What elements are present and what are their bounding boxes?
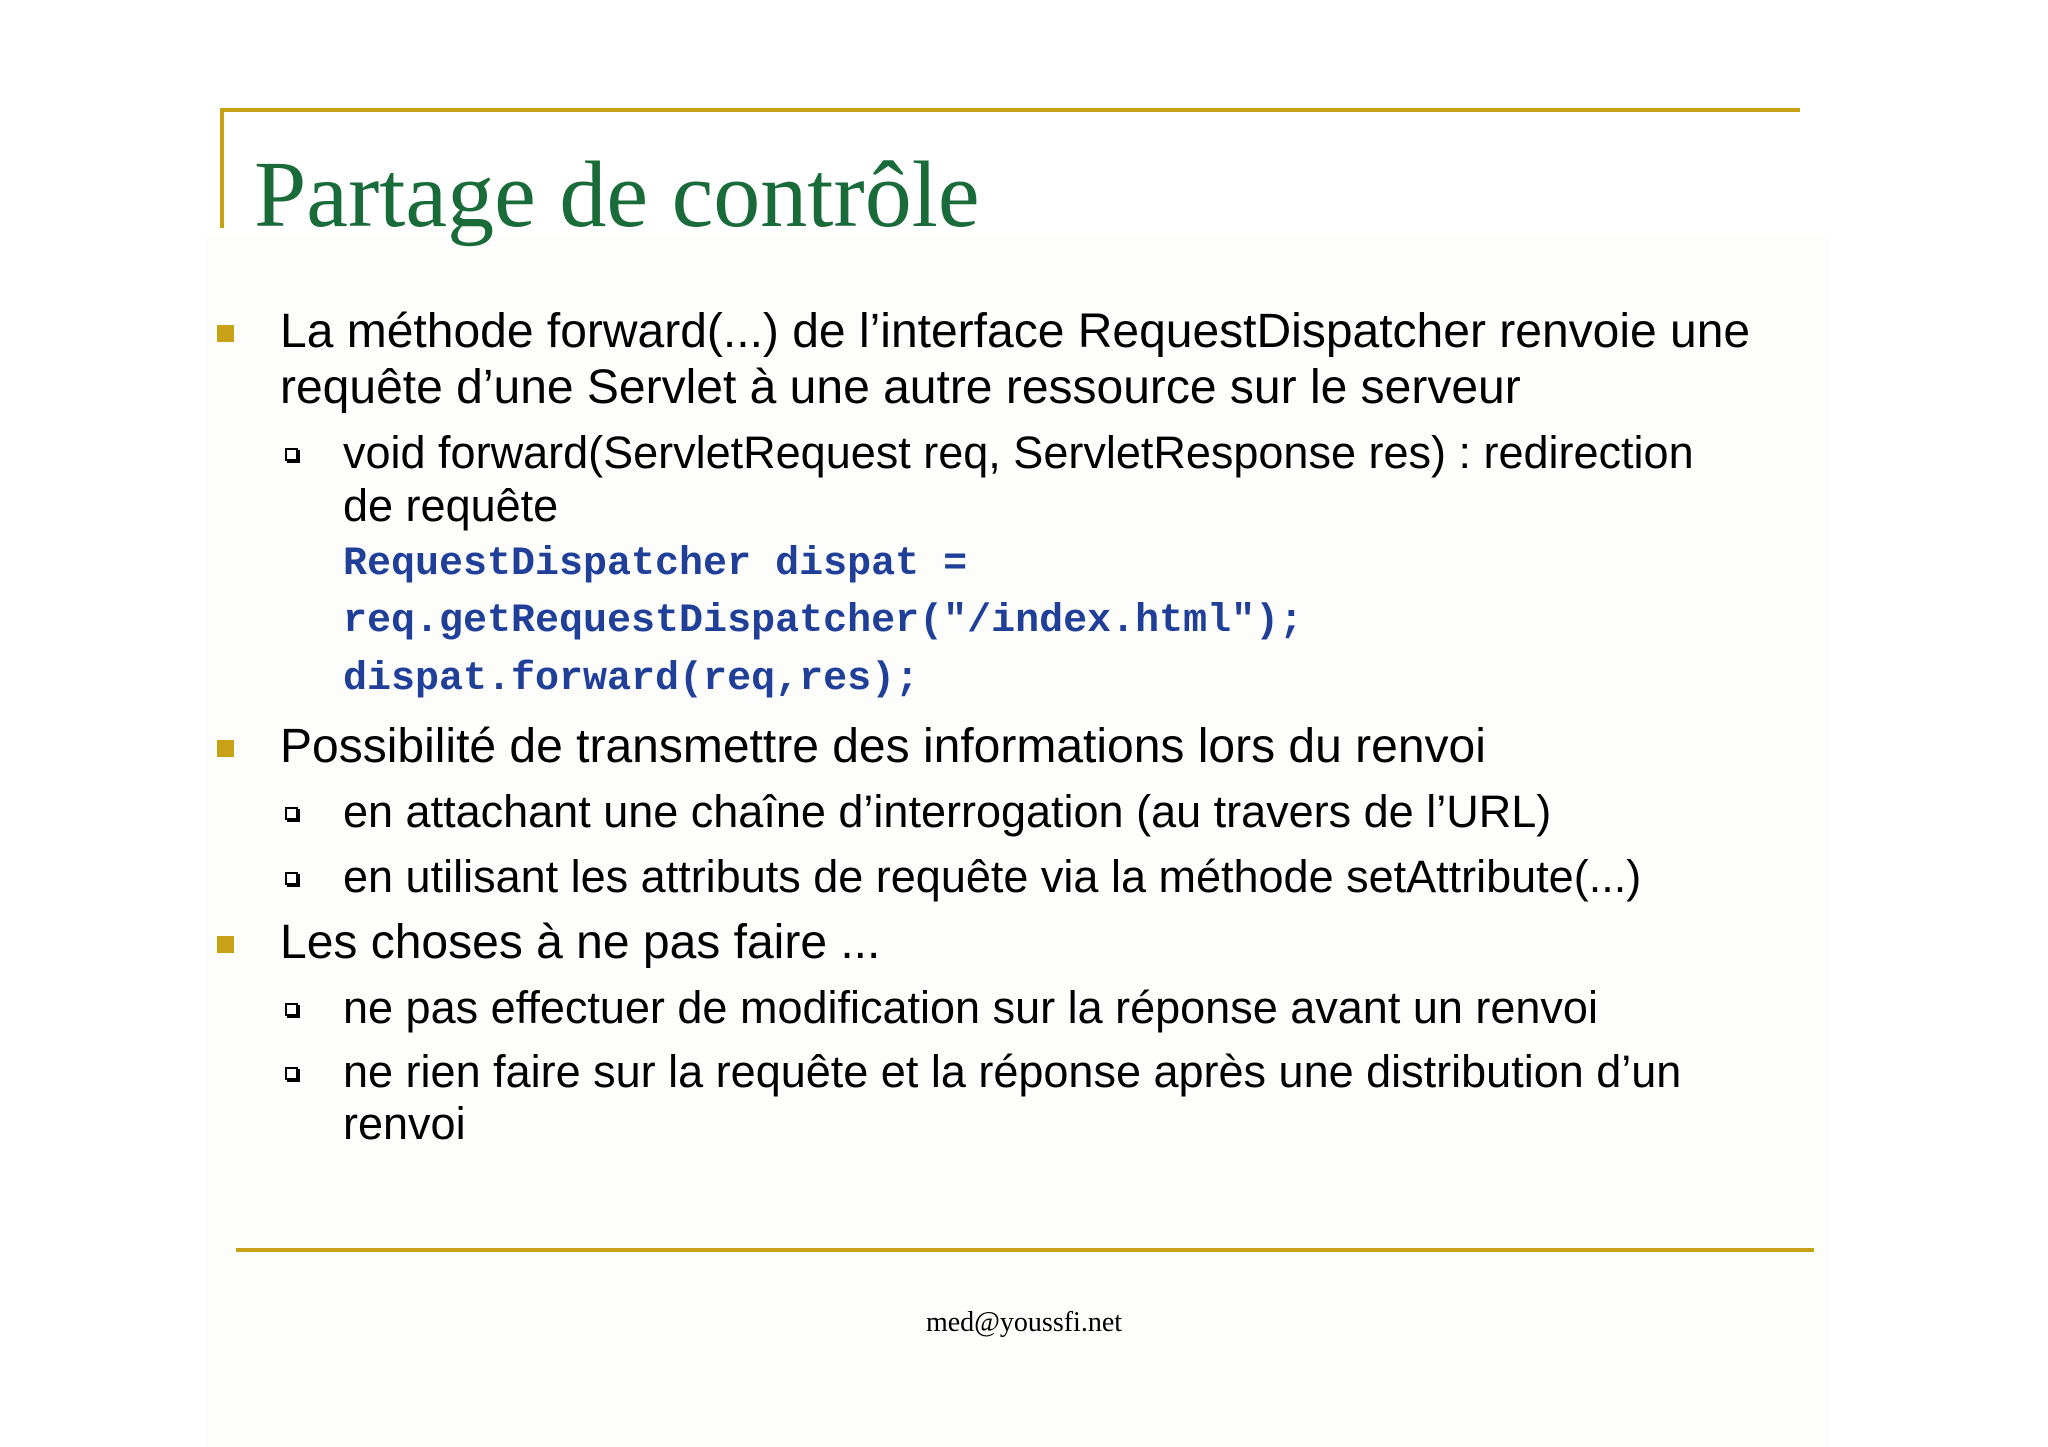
code-line-3: dispat.forward(req,res); <box>343 657 920 702</box>
footer-divider-line <box>236 1248 1814 1252</box>
sub-bullet-1-1-line-1: void forward(ServletRequest req, ServletResponse res) : redirection <box>343 427 1694 478</box>
sub-bullet-1-1-line-2: de requête <box>343 480 559 531</box>
slide-title: Partage de contrôle <box>254 143 980 247</box>
bullet-1-line-1: La méthode forward(...) de l’interface RequestDispatcher renvoie une <box>280 305 1751 358</box>
sub-bullet-2-2: en utilisant les attributs de requête via la méthode setAttribute(...) <box>343 851 1642 902</box>
code-line-2: req.getRequestDispatcher("/index.html"); <box>343 599 1304 644</box>
bullet-3-line-1: Les choses à ne pas faire ... <box>280 916 881 969</box>
sub-bullet-3-2-line-1: ne rien faire sur la requête et la réponse après une distribution d’un <box>343 1046 1682 1097</box>
hollow-square-bullet-icon <box>285 872 298 885</box>
hollow-square-bullet-icon <box>285 1067 298 1080</box>
hollow-square-bullet-icon <box>285 448 298 461</box>
sub-bullet-3-1: ne pas effectuer de modification sur la réponse avant un renvoi <box>343 982 1598 1033</box>
square-bullet-icon <box>217 325 234 342</box>
square-bullet-icon <box>217 740 234 757</box>
code-line-1: RequestDispatcher dispat = <box>343 542 968 587</box>
hollow-square-bullet-icon <box>285 807 298 820</box>
sub-bullet-2-1: en attachant une chaîne d’interrogation (au travers de l’URL) <box>343 786 1552 837</box>
hollow-square-bullet-icon <box>285 1003 298 1016</box>
sub-bullet-3-2-line-2: renvoi <box>343 1098 466 1149</box>
bullet-2-line-1: Possibilité de transmettre des informations lors du renvoi <box>280 720 1486 773</box>
bullet-1-line-2: requête d’une Servlet à une autre ressource sur le serveur <box>280 361 1521 414</box>
square-bullet-icon <box>217 936 234 953</box>
footer-email: med@youssfi.net <box>925 1307 1123 1338</box>
